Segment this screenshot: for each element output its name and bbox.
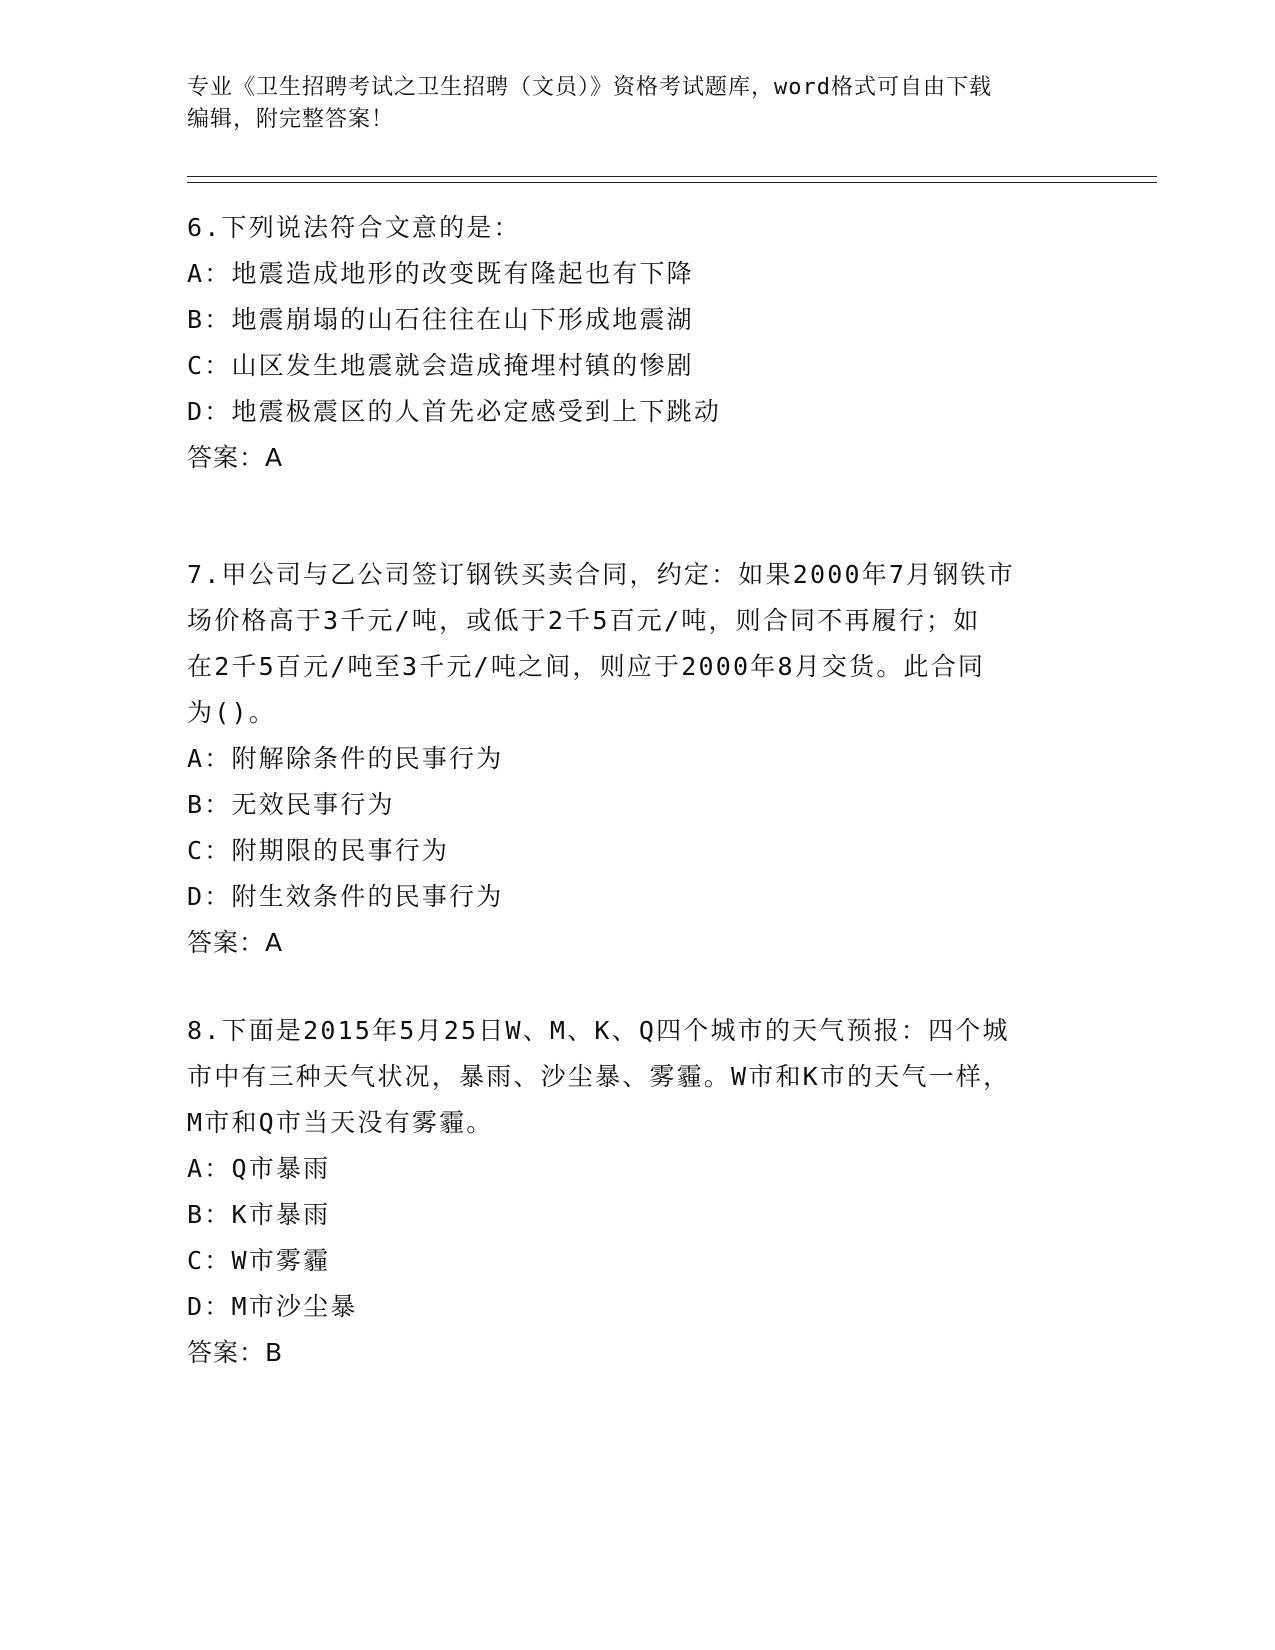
option-b: B：地震崩塌的山石往往在山下形成地震湖: [187, 305, 694, 334]
header-line-1: 专业《卫生招聘考试之卫生招聘（文员）》资格考试题库，word格式可自由下载: [187, 75, 992, 100]
question-stem-line: 场价格高于3千元/吨，或低于2千5百元/吨，则合同不再履行；如: [187, 606, 981, 635]
header-line-2: 编辑，附完整答案！: [187, 107, 395, 132]
answer-line: 答案：A: [187, 928, 284, 957]
question-stem-line: 在2千5百元/吨至3千元/吨之间，则应于2000年8月交货。此合同: [187, 652, 986, 681]
question-stem-line: 为()。: [187, 698, 276, 727]
question-stem-line: 8.下面是2015年5月25日W、M、K、Q四个城市的天气预报：四个城: [187, 1016, 1010, 1045]
option-b: B：无效民事行为: [187, 790, 395, 819]
question-stem-line: 市中有三种天气状况，暴雨、沙尘暴、雾霾。W市和K市的天气一样，: [187, 1062, 1011, 1091]
option-a: A：Q市暴雨: [187, 1154, 331, 1183]
question-stem-line: 7.甲公司与乙公司签订钢铁买卖合同，约定：如果2000年7月钢铁市: [187, 560, 1015, 589]
option-c: C：山区发生地震就会造成掩埋村镇的惨剧: [187, 351, 694, 380]
option-d: D：地震极震区的人首先必定感受到上下跳动: [187, 397, 722, 426]
option-a: A：地震造成地形的改变既有隆起也有下降: [187, 259, 694, 288]
header-divider-bottom: [187, 182, 1157, 183]
option-a: A：附解除条件的民事行为: [187, 744, 504, 773]
option-d: D：M市沙尘暴: [187, 1292, 358, 1321]
document-header: [187, 72, 1067, 136]
question-stem-line: M市和Q市当天没有雾霾。: [187, 1108, 494, 1137]
answer-line: 答案：B: [187, 1338, 284, 1367]
option-c: C：W市雾霾: [187, 1246, 331, 1275]
question-7: [187, 552, 1087, 966]
option-c: C：附期限的民事行为: [187, 836, 450, 865]
question-6: [187, 205, 1087, 481]
header-divider-top: [187, 176, 1157, 177]
answer-line: 答案：A: [187, 443, 284, 472]
option-b: B：K市暴雨: [187, 1200, 331, 1229]
option-d: D：附生效条件的民事行为: [187, 882, 504, 911]
question-stem-line: 6.下列说法符合文意的是：: [187, 213, 521, 242]
question-8: [187, 1008, 1087, 1376]
